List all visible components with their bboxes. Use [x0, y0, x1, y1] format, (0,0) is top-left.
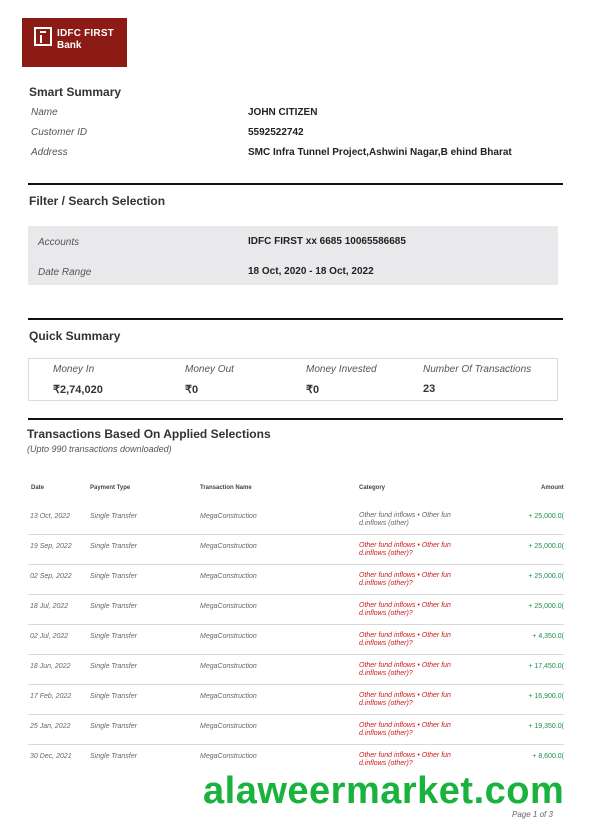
cell-category: Other fund inflows • Other fun d.inflows (other)? — [359, 632, 451, 647]
page-number: Page 1 of 3 — [512, 810, 553, 819]
date-range-label: Date Range — [38, 267, 92, 278]
section-divider — [28, 418, 563, 420]
cell-date: 25 Jan, 2022 — [30, 723, 71, 730]
cell-payment-type: Single Transfer — [90, 753, 137, 760]
cell-date: 02 Jul, 2022 — [30, 633, 69, 640]
bank-logo-icon — [34, 27, 52, 46]
cell-amount: + 19,350.0( — [528, 723, 564, 730]
cell-transaction-name: MegaConstruction — [200, 573, 257, 580]
table-row — [28, 625, 564, 655]
cell-date: 19 Sep, 2022 — [30, 543, 72, 550]
cell-date: 18 Jun, 2022 — [30, 663, 71, 670]
transactions-subtitle: (Upto 990 transactions downloaded) — [27, 444, 172, 454]
table-row — [28, 535, 564, 565]
cell-date: 17 Feb, 2022 — [30, 693, 72, 700]
quick-summary-panel — [28, 358, 558, 401]
money-in-label: Money In — [53, 364, 95, 375]
address-value: SMC Infra Tunnel Project,Ashwini Nagar,B ehind Bharat — [248, 147, 512, 158]
cell-amount: + 25,000.0( — [528, 573, 564, 580]
cell-payment-type: Single Transfer — [90, 723, 137, 730]
cell-transaction-name: MegaConstruction — [200, 513, 257, 520]
cell-payment-type: Single Transfer — [90, 573, 137, 580]
num-transactions-value: 23 — [423, 383, 436, 395]
cell-payment-type: Single Transfer — [90, 543, 137, 550]
cell-transaction-name: MegaConstruction — [200, 663, 257, 670]
cell-payment-type: Single Transfer — [90, 633, 137, 640]
table-row — [28, 715, 564, 745]
cell-transaction-name: MegaConstruction — [200, 603, 257, 610]
cell-amount: + 8,600.0( — [532, 753, 564, 760]
cell-payment-type: Single Transfer — [90, 663, 137, 670]
cell-category: Other fund inflows • Other fun d.inflows (other)? — [359, 662, 451, 677]
cell-amount: + 25,000.0( — [528, 603, 564, 610]
name-value: JOHN CITIZEN — [248, 107, 318, 118]
quick-summary-heading: Quick Summary — [29, 329, 121, 343]
cell-transaction-name: MegaConstruction — [200, 753, 257, 760]
filter-panel — [28, 226, 558, 285]
cell-payment-type: Single Transfer — [90, 603, 137, 610]
cell-amount: + 4,350.0( — [532, 633, 564, 640]
table-row — [28, 655, 564, 685]
accounts-value: IDFC FIRST xx 6685 10065586685 — [248, 236, 406, 247]
cell-payment-type: Single Transfer — [90, 693, 137, 700]
cell-amount: + 25,000.0( — [528, 543, 564, 550]
cell-category: Other fund inflows • Other fun d.inflows (other)? — [359, 722, 451, 737]
bank-logo-line1: IDFC FIRST — [57, 28, 114, 39]
transactions-heading: Transactions Based On Applied Selections — [27, 427, 271, 441]
cell-transaction-name: MegaConstruction — [200, 633, 257, 640]
money-out-label: Money Out — [185, 364, 234, 375]
customer-id-label: Customer ID — [31, 127, 88, 138]
cell-category: Other fund inflows • Other fun d.inflows (other)? — [359, 752, 451, 767]
cell-amount: + 17,450.0( — [528, 663, 564, 670]
table-row — [28, 595, 564, 625]
smart-summary-heading: Smart Summary — [29, 85, 122, 99]
money-invested-value: ₹0 — [306, 384, 320, 396]
cell-date: 18 Jul, 2022 — [30, 603, 69, 610]
cell-amount: + 16,900.0( — [528, 693, 564, 700]
cell-category: Other fund inflows • Other fun d.inflows (other)? — [359, 572, 451, 587]
cell-amount: + 25,000.0( — [528, 513, 564, 520]
money-invested-label: Money Invested — [306, 364, 377, 375]
accounts-label: Accounts — [38, 237, 80, 248]
cell-transaction-name: MegaConstruction — [200, 543, 257, 550]
money-in-value: ₹2,74,020 — [53, 384, 103, 396]
section-divider — [28, 183, 563, 185]
cell-transaction-name: MegaConstruction — [200, 723, 257, 730]
table-row — [28, 505, 564, 535]
col-header-category: Category — [359, 485, 386, 491]
cell-date: 02 Sep, 2022 — [30, 573, 72, 580]
cell-transaction-name: MegaConstruction — [200, 693, 257, 700]
money-out-value: ₹0 — [185, 384, 199, 396]
cell-category: Other fund inflows • Other fun d.inflows (other)? — [359, 542, 451, 557]
num-transactions-label: Number Of Transactions — [423, 364, 532, 375]
cell-category: Other fund inflows • Other fun d.inflows (other) — [359, 512, 451, 527]
cell-date: 30 Dec, 2021 — [30, 753, 72, 760]
cell-category: Other fund inflows • Other fun d.inflows (other)? — [359, 602, 451, 617]
table-row — [28, 685, 564, 715]
name-label: Name — [31, 107, 58, 118]
bank-logo — [22, 18, 127, 67]
cell-date: 13 Oct, 2022 — [30, 513, 71, 520]
col-header-transaction-name: Transaction Name — [200, 485, 252, 491]
address-label: Address — [31, 147, 68, 158]
col-header-date: Date — [31, 485, 45, 491]
col-header-amount: Amount — [541, 485, 564, 491]
table-row — [28, 565, 564, 595]
col-header-payment-type: Payment Type — [90, 485, 131, 491]
bank-logo-line2: Bank — [57, 40, 82, 51]
watermark: alaweermarket.com — [203, 770, 565, 812]
filter-heading: Filter / Search Selection — [29, 194, 166, 208]
customer-id-value: 5592522742 — [248, 127, 304, 138]
cell-category: Other fund inflows • Other fun d.inflows (other)? — [359, 692, 451, 707]
date-range-value: 18 Oct, 2020 - 18 Oct, 2022 — [248, 266, 374, 277]
section-divider — [28, 318, 563, 320]
cell-payment-type: Single Transfer — [90, 513, 137, 520]
